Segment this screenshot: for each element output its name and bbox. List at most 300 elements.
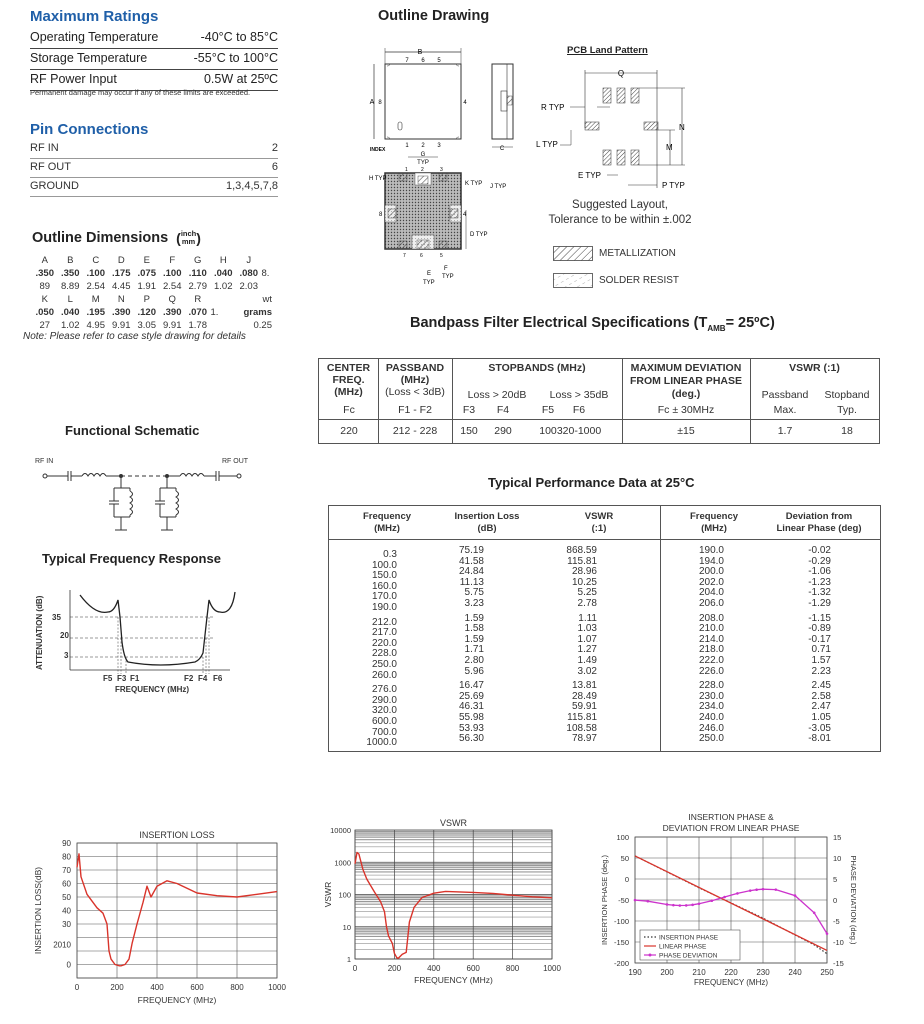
- x-tick-label: 1000: [268, 983, 286, 992]
- perf-cell-freq: 260.0: [371, 669, 397, 681]
- dim-label-b: B: [417, 49, 423, 56]
- pin-label-8: 8: [378, 100, 382, 106]
- legend-label: PHASE DEVIATION: [659, 952, 718, 960]
- x-tick-label: 200: [660, 968, 674, 977]
- perf-cell-pfreq: 230.0: [698, 690, 724, 702]
- dim-cell: 27: [39, 320, 51, 331]
- x-tick-label: 210: [692, 968, 706, 977]
- dim-cell: 8.89: [61, 281, 80, 292]
- spec-table-title: [410, 315, 775, 333]
- perf-cell-vswr: 108.58: [566, 722, 597, 734]
- pin-connections-title: Pin Connections: [30, 121, 149, 138]
- perf-cell-pfreq: 210.0: [698, 623, 724, 635]
- side-view: [492, 64, 513, 152]
- perf-cell-vswr: 1.11: [578, 612, 597, 624]
- perf-cell-dev: 2.47: [811, 701, 831, 713]
- x-axis-label: FREQUENCY (MHz): [693, 978, 769, 987]
- spec-title-main: Bandpass Filter Electrical Specifications (T: [410, 315, 708, 331]
- dim-cell: 2.54: [163, 281, 182, 292]
- mark-f5: F5: [103, 674, 113, 683]
- dim-cell: .100: [86, 268, 105, 279]
- perf-header: [539, 511, 659, 535]
- perf-cell-vswr: 3.02: [577, 665, 597, 677]
- y-tick-label: -50: [618, 896, 629, 905]
- unit-fraction: [181, 230, 196, 246]
- max-ratings-table: [30, 28, 278, 91]
- top-view: [370, 48, 468, 153]
- spec-subheader: Fc ± 30MHz: [657, 404, 715, 416]
- dim-weight: grams: [243, 307, 272, 318]
- perf-cell-il: 2.80: [464, 655, 484, 666]
- dim-mm-row: [32, 281, 272, 294]
- header-stopbands: STOPBANDS (MHz): [488, 362, 586, 374]
- dim-label-e-typ: TYP: [423, 280, 435, 286]
- perf-header-line: (MHz): [374, 523, 400, 534]
- metallization-swatch-icon: [553, 246, 593, 261]
- phase-deviation-marker: [755, 888, 758, 891]
- perf-cell-il: 3.23: [464, 598, 484, 609]
- dim-label-f: F: [444, 266, 448, 272]
- perf-header-line: Frequency: [362, 511, 412, 522]
- y-tick-label: 100: [338, 890, 351, 900]
- perf-cell-vswr: 10.25: [571, 576, 597, 588]
- perf-header: [759, 511, 879, 535]
- max-ratings-note: Permanent damage may occur if any of these limits are exceeded.: [30, 88, 251, 97]
- dim-cell: R: [194, 294, 202, 305]
- rating-value: 0.5W at 25ºC: [203, 72, 278, 86]
- phase-deviation-marker: [666, 903, 669, 906]
- functional-schematic-svg: [30, 450, 260, 535]
- pcb-label-n: N: [679, 123, 685, 132]
- vswr-chart: [320, 815, 570, 990]
- perf-cell-dev: -3.05: [808, 722, 831, 734]
- pin-label-5: 5: [437, 58, 441, 64]
- chart-title-line: INSERTION PHASE &: [688, 812, 774, 822]
- level-35: 35: [52, 613, 61, 622]
- rating-label: Storage Temperature: [30, 51, 148, 65]
- pin-row: [30, 140, 278, 159]
- phase-deviation-marker: [736, 892, 739, 895]
- perf-header-line: (MHz): [701, 523, 727, 534]
- dim-cell: .110: [188, 268, 207, 279]
- pin3-bottom: 3: [440, 167, 443, 173]
- y-tick-label: 10000: [330, 826, 351, 835]
- dim-cell: M: [91, 294, 100, 305]
- dim-cell: .350: [61, 268, 80, 279]
- dim-cell: 2.79: [188, 281, 207, 292]
- header-line: MAXIMUM DEVIATION: [630, 362, 742, 374]
- perf-cell-pfreq: 246.0: [698, 722, 724, 734]
- pin8-bottom: 8: [379, 212, 383, 218]
- dim-label-a: A: [369, 99, 375, 106]
- perf-cell-dev: -1.15: [808, 612, 831, 624]
- perf-cell-freq: 150.0: [371, 570, 397, 582]
- dim-letters-row: [32, 294, 272, 307]
- mark-f1: F1: [130, 674, 140, 683]
- pcb-label-m: M: [666, 143, 673, 152]
- perf-cell-il: 24.84: [458, 566, 484, 578]
- pin4-bottom: 4: [463, 212, 467, 218]
- spec-subheader: Max.: [773, 404, 797, 416]
- perf-cell-il: 46.31: [458, 701, 484, 713]
- y-tick-label: 40: [62, 906, 71, 916]
- dim-cell: J: [246, 255, 252, 266]
- legend-marker: [649, 954, 652, 957]
- spec-value: 150: [460, 425, 478, 437]
- y-tick-label: 60: [62, 879, 71, 889]
- y-tick-label: -150: [613, 938, 629, 947]
- perf-cell-pfreq: 202.0: [698, 576, 724, 588]
- dim-cell: .050: [35, 307, 54, 318]
- pin7-bottom: 7: [403, 253, 406, 259]
- phase-deviation-marker: [647, 900, 650, 903]
- dim-label-c: C: [499, 146, 505, 152]
- perf-cell-dev: -0.17: [808, 633, 831, 645]
- perf-cell-vswr: 115.81: [567, 555, 597, 567]
- dimensions-grid: [32, 255, 272, 333]
- phase-chart: [595, 810, 890, 1000]
- typical-response-svg: [20, 570, 250, 695]
- dim-cell: 3.05: [137, 320, 156, 331]
- pin-row: [30, 178, 278, 197]
- paren-close: ): [196, 230, 201, 246]
- perf-cell-freq: 217.0: [371, 627, 397, 639]
- phase-deviation-marker: [762, 888, 765, 891]
- dim-label-g-typ: TYP: [417, 160, 429, 166]
- pin-label: RF IN: [30, 142, 59, 154]
- phase-deviation-marker: [794, 894, 797, 897]
- header-vswr-stopband: Stopband: [824, 389, 870, 401]
- perf-cell-pfreq: 214.0: [698, 633, 724, 645]
- x-axis-label: FREQUENCY (MHz): [137, 995, 217, 1005]
- dim-cell: .390: [163, 307, 182, 318]
- perf-cell-vswr: 1.07: [577, 633, 597, 645]
- x-tick-label: 250: [820, 968, 834, 977]
- y-tick-label: 30: [62, 920, 71, 929]
- perf-cell-vswr: 5.25: [577, 587, 597, 599]
- perf-header-line: Linear Phase (deg): [776, 523, 862, 534]
- spec-subheader: F1 - F2: [398, 404, 432, 416]
- performance-table: [328, 505, 881, 752]
- y-tick-label: 0: [66, 960, 71, 970]
- phase-deviation-marker: [813, 912, 816, 915]
- x-tick-label: 0: [352, 964, 358, 973]
- y2-tick-label: 5: [833, 875, 838, 884]
- dim-label-h: H TYP: [369, 176, 387, 182]
- perf-col-divider: [660, 506, 661, 751]
- spec-value: 100: [539, 425, 557, 437]
- header-line: (MHz): [400, 374, 430, 386]
- spec-title-sub: AMB: [707, 323, 726, 333]
- pin-label-3: 3: [437, 143, 441, 149]
- perf-cell-freq: 290.0: [371, 694, 397, 706]
- perf-cell-pfreq: 190.0: [698, 545, 724, 556]
- x-tick-label: 1000: [543, 964, 561, 973]
- x-tick-label: 800: [505, 964, 520, 973]
- spec-value: 1.7: [777, 425, 793, 437]
- spec-value: ±15: [677, 425, 695, 437]
- mark-f6: F6: [213, 674, 223, 683]
- header-line: (MHz): [334, 386, 363, 398]
- perf-header-line: (:1): [591, 523, 607, 534]
- pin6-bottom: 6: [420, 253, 423, 259]
- x-axis-label: FREQUENCY (MHz): [414, 975, 493, 985]
- perf-cell-freq: 0.3: [383, 549, 397, 560]
- pcb-land-pattern-title: PCB Land Pattern: [567, 45, 648, 56]
- legend-label: INSERTION PHASE: [659, 934, 719, 942]
- perf-header: [427, 511, 547, 535]
- pin-label-6: 6: [421, 58, 425, 64]
- perf-cell-freq: 228.0: [371, 648, 397, 660]
- perf-header-divider: [329, 539, 880, 540]
- outline-drawing-svg: [360, 30, 550, 295]
- perf-cell-vswr: 1.03: [577, 623, 597, 635]
- header-line: CENTER: [326, 362, 371, 374]
- dim-cell: .040: [61, 307, 80, 318]
- dim-cell: Q: [168, 294, 176, 305]
- perf-cell-pfreq: 200.0: [698, 566, 724, 578]
- suggested-layout-note: [545, 198, 695, 228]
- spec-title-tail: = 25ºC): [725, 315, 775, 331]
- unit-mm: mm: [181, 237, 196, 246]
- rating-value: -55°C to 100°C: [193, 51, 278, 65]
- perf-cell-dev: -0.29: [808, 555, 831, 567]
- perf-cell-vswr: 2.78: [577, 598, 597, 609]
- perf-cell-dev: 2.58: [811, 690, 831, 702]
- pcb-label-q: Q: [617, 69, 625, 78]
- perf-cell-dev: 1.05: [811, 712, 831, 723]
- perf-header-line: Deviation from: [785, 511, 853, 522]
- dim-cell: N: [117, 294, 125, 305]
- perf-cell-freq: 170.0: [371, 591, 397, 603]
- phase-deviation-marker: [826, 932, 829, 935]
- perf-cell-freq: 212.0: [371, 616, 397, 628]
- dim-cell: .175: [112, 268, 131, 279]
- perf-cell-dev: -1.23: [808, 576, 831, 588]
- dim-label-d: D TYP: [470, 232, 488, 238]
- perf-cell-pfreq: 218.0: [698, 644, 724, 656]
- pin5-bottom: 5: [440, 253, 443, 259]
- header-passband: [378, 362, 452, 398]
- perf-cell-vswr: 59.91: [571, 701, 597, 713]
- phase-deviation-marker: [685, 904, 688, 907]
- dim-tail: 1.: [210, 307, 219, 318]
- dim-cell: 2.54: [86, 281, 105, 292]
- perf-cell-freq: 190.0: [371, 602, 397, 613]
- dim-cell: 89: [39, 281, 51, 292]
- pin-label-2: 2: [421, 143, 425, 149]
- y-tick-label: -100: [613, 917, 629, 926]
- dim-cell: 9.91: [112, 320, 131, 331]
- y-tick-label: 10: [342, 922, 351, 932]
- perf-cell-freq: 276.0: [371, 684, 397, 696]
- outline-dimensions-title: Outline Dimensions: [32, 230, 169, 246]
- dim-cell: .195: [86, 307, 105, 318]
- perf-cell-il: 5.96: [464, 665, 484, 677]
- pcb-label-e: E TYP: [578, 171, 601, 180]
- dim-label-j: J TYP: [490, 184, 507, 190]
- dim-weight: 0.25: [253, 320, 272, 331]
- header-vswr-passband: Passband: [761, 389, 809, 401]
- unit-inch: inch: [180, 229, 197, 238]
- dimensions-note: Note: Please refer to case style drawing for details: [23, 331, 246, 342]
- legend-label: LINEAR PHASE: [659, 943, 707, 951]
- perf-cell-vswr: 1.27: [577, 644, 597, 656]
- y2-tick-label: -5: [833, 917, 840, 926]
- x-tick-label: 800: [230, 983, 244, 992]
- dim-cell: C: [92, 255, 100, 266]
- insertion-loss-chart: [15, 825, 295, 1005]
- x-tick-label: 400: [427, 964, 441, 973]
- perf-cell-il: 16.47: [458, 680, 484, 692]
- dim-cell: L: [67, 294, 73, 305]
- spec-subheader: F4: [496, 404, 510, 416]
- solder-resist-swatch-icon: [553, 273, 593, 288]
- index-label: INDEX: [370, 147, 386, 153]
- y2-tick-label: 10: [833, 854, 842, 863]
- max-ratings-title: Maximum Ratings: [30, 8, 159, 25]
- header-loss20: Loss > 20dB: [467, 389, 527, 401]
- suggested-line-2: Tolerance to be within ±.002: [548, 214, 692, 226]
- perf-cell-dev: -8.01: [808, 733, 831, 745]
- pcb-label-p: P TYP: [662, 181, 685, 190]
- y-tick-label: 100: [616, 833, 629, 842]
- phase-deviation-marker: [691, 904, 694, 907]
- perf-cell-freq: 320.0: [371, 705, 397, 717]
- perf-cell-vswr: 78.97: [571, 733, 597, 745]
- dim-cell: 4.95: [86, 320, 105, 331]
- pin1-bottom: 1: [405, 167, 408, 173]
- perf-header-line: (dB): [477, 523, 497, 534]
- pin-label-7: 7: [405, 58, 409, 64]
- perf-cell-pfreq: 228.0: [698, 680, 724, 692]
- perf-cell-dev: 2.23: [811, 665, 831, 677]
- typical-response-ylabel: ATTENUATION (dB): [35, 595, 44, 670]
- y-tick-label: 80: [62, 852, 71, 862]
- x-tick-label: 0: [74, 983, 80, 992]
- legend-metallization: [553, 246, 676, 261]
- x-tick-label: 230: [756, 968, 770, 977]
- header-maxdev: [622, 362, 750, 401]
- perf-cell-vswr: 28.96: [571, 566, 597, 578]
- perf-cell-pfreq: 226.0: [698, 665, 724, 677]
- pcb-label-r: R TYP: [541, 103, 565, 112]
- x-tick-label: 600: [190, 983, 204, 992]
- chart-title-line: DEVIATION FROM LINEAR PHASE: [662, 823, 800, 833]
- schematic-rf-in-label: RF IN: [35, 458, 54, 465]
- perf-header-line: VSWR: [584, 511, 614, 522]
- perf-cell-vswr: 13.81: [571, 680, 597, 692]
- spec-value: 220: [340, 425, 358, 437]
- perf-cell-il: 5.75: [464, 587, 484, 599]
- y2-tick-label: 0: [833, 896, 838, 905]
- y-tick-label: 1000: [334, 858, 351, 868]
- paren-open: (: [176, 230, 181, 246]
- perf-cell-pfreq: 208.0: [698, 612, 724, 624]
- dim-label-g: G: [420, 152, 426, 158]
- dim-cell: .120: [137, 307, 156, 318]
- level-20: 20: [60, 631, 69, 640]
- perf-cell-freq: 250.0: [371, 659, 397, 670]
- perf-cell-pfreq: 204.0: [698, 587, 724, 599]
- phase-deviation-marker: [634, 899, 637, 902]
- y-tick-label: 2010: [53, 940, 71, 950]
- header-line: (Loss < 3dB): [385, 386, 445, 398]
- perf-cell-pfreq: 206.0: [698, 598, 724, 609]
- perf-cell-freq: 700.0: [371, 726, 397, 738]
- y-tick-label: 1: [346, 955, 351, 964]
- pin-label: RF OUT: [30, 161, 71, 173]
- perf-cell-il: 25.69: [458, 690, 484, 702]
- y-tick-label: 70: [62, 866, 71, 875]
- perf-cell-freq: 1000.0: [366, 737, 397, 749]
- perf-cell-il: 11.13: [459, 576, 484, 588]
- header-loss35: Loss > 35dB: [549, 389, 609, 401]
- perf-cell-freq: 600.0: [371, 716, 397, 727]
- perf-cell-pfreq: 240.0: [698, 712, 724, 723]
- dim-cell: A: [41, 255, 48, 266]
- phase-deviation-marker: [723, 896, 726, 899]
- dim-cell: D: [117, 255, 125, 266]
- dim-inch-row: [32, 307, 272, 320]
- dim-cell: .100: [163, 268, 182, 279]
- pin-label: GROUND: [30, 180, 79, 192]
- y-tick-label: -200: [613, 959, 629, 968]
- pcb-label-l: L TYP: [536, 140, 558, 149]
- y-axis-label: INSERTION PHASE (deg.): [600, 855, 609, 945]
- spec-subheader: Fc: [343, 404, 355, 416]
- dim-cell: .070: [188, 307, 207, 318]
- solder-resist-label: SOLDER RESIST: [599, 275, 680, 286]
- perf-cell-il: 56.30: [458, 733, 484, 745]
- perf-cell-il: 75.19: [458, 545, 484, 556]
- dim-cell: 9.91: [163, 320, 182, 331]
- y2-tick-label: -10: [833, 938, 844, 947]
- dim-cell: G: [194, 255, 202, 266]
- spec-value: 212 - 228: [392, 425, 438, 437]
- suggested-line-1: Suggested Layout,: [572, 199, 668, 211]
- dim-cell: .075: [137, 268, 156, 279]
- dim-cell: E: [143, 255, 150, 266]
- chart-title: VSWR: [440, 818, 467, 828]
- spec-value: 18: [841, 425, 853, 437]
- dim-tail: 8.: [261, 268, 270, 279]
- level-3: 3: [64, 651, 69, 660]
- outline-drawing-title: Outline Drawing: [378, 8, 490, 24]
- dim-letters-row: [32, 255, 272, 268]
- schematic-rf-out-label: RF OUT: [222, 458, 249, 465]
- perf-cell-il: 1.59: [464, 633, 484, 645]
- phase-deviation-marker: [698, 902, 701, 905]
- pin-connections-table: [30, 140, 278, 197]
- x-tick-label: 190: [628, 968, 642, 977]
- dim-cell: 1.91: [137, 281, 156, 292]
- dim-cell: .040: [214, 268, 233, 279]
- legend-solder-resist: [553, 273, 679, 288]
- pin-value: 6: [271, 161, 278, 173]
- dim-cell: .390: [112, 307, 131, 318]
- y-tick-label: 0: [624, 875, 629, 884]
- header-line: FREQ.: [332, 374, 365, 386]
- dim-cell: 2.03: [239, 281, 258, 292]
- dim-cell: H: [219, 255, 227, 266]
- perf-cell-pfreq: 222.0: [698, 655, 724, 666]
- dim-cell: 1.02: [61, 320, 80, 331]
- y-axis-label: VSWR: [323, 881, 333, 908]
- perf-cell-freq: 220.0: [371, 637, 397, 649]
- chart-title: INSERTION LOSS: [139, 830, 215, 840]
- metallization-label: METALLIZATION: [599, 248, 676, 259]
